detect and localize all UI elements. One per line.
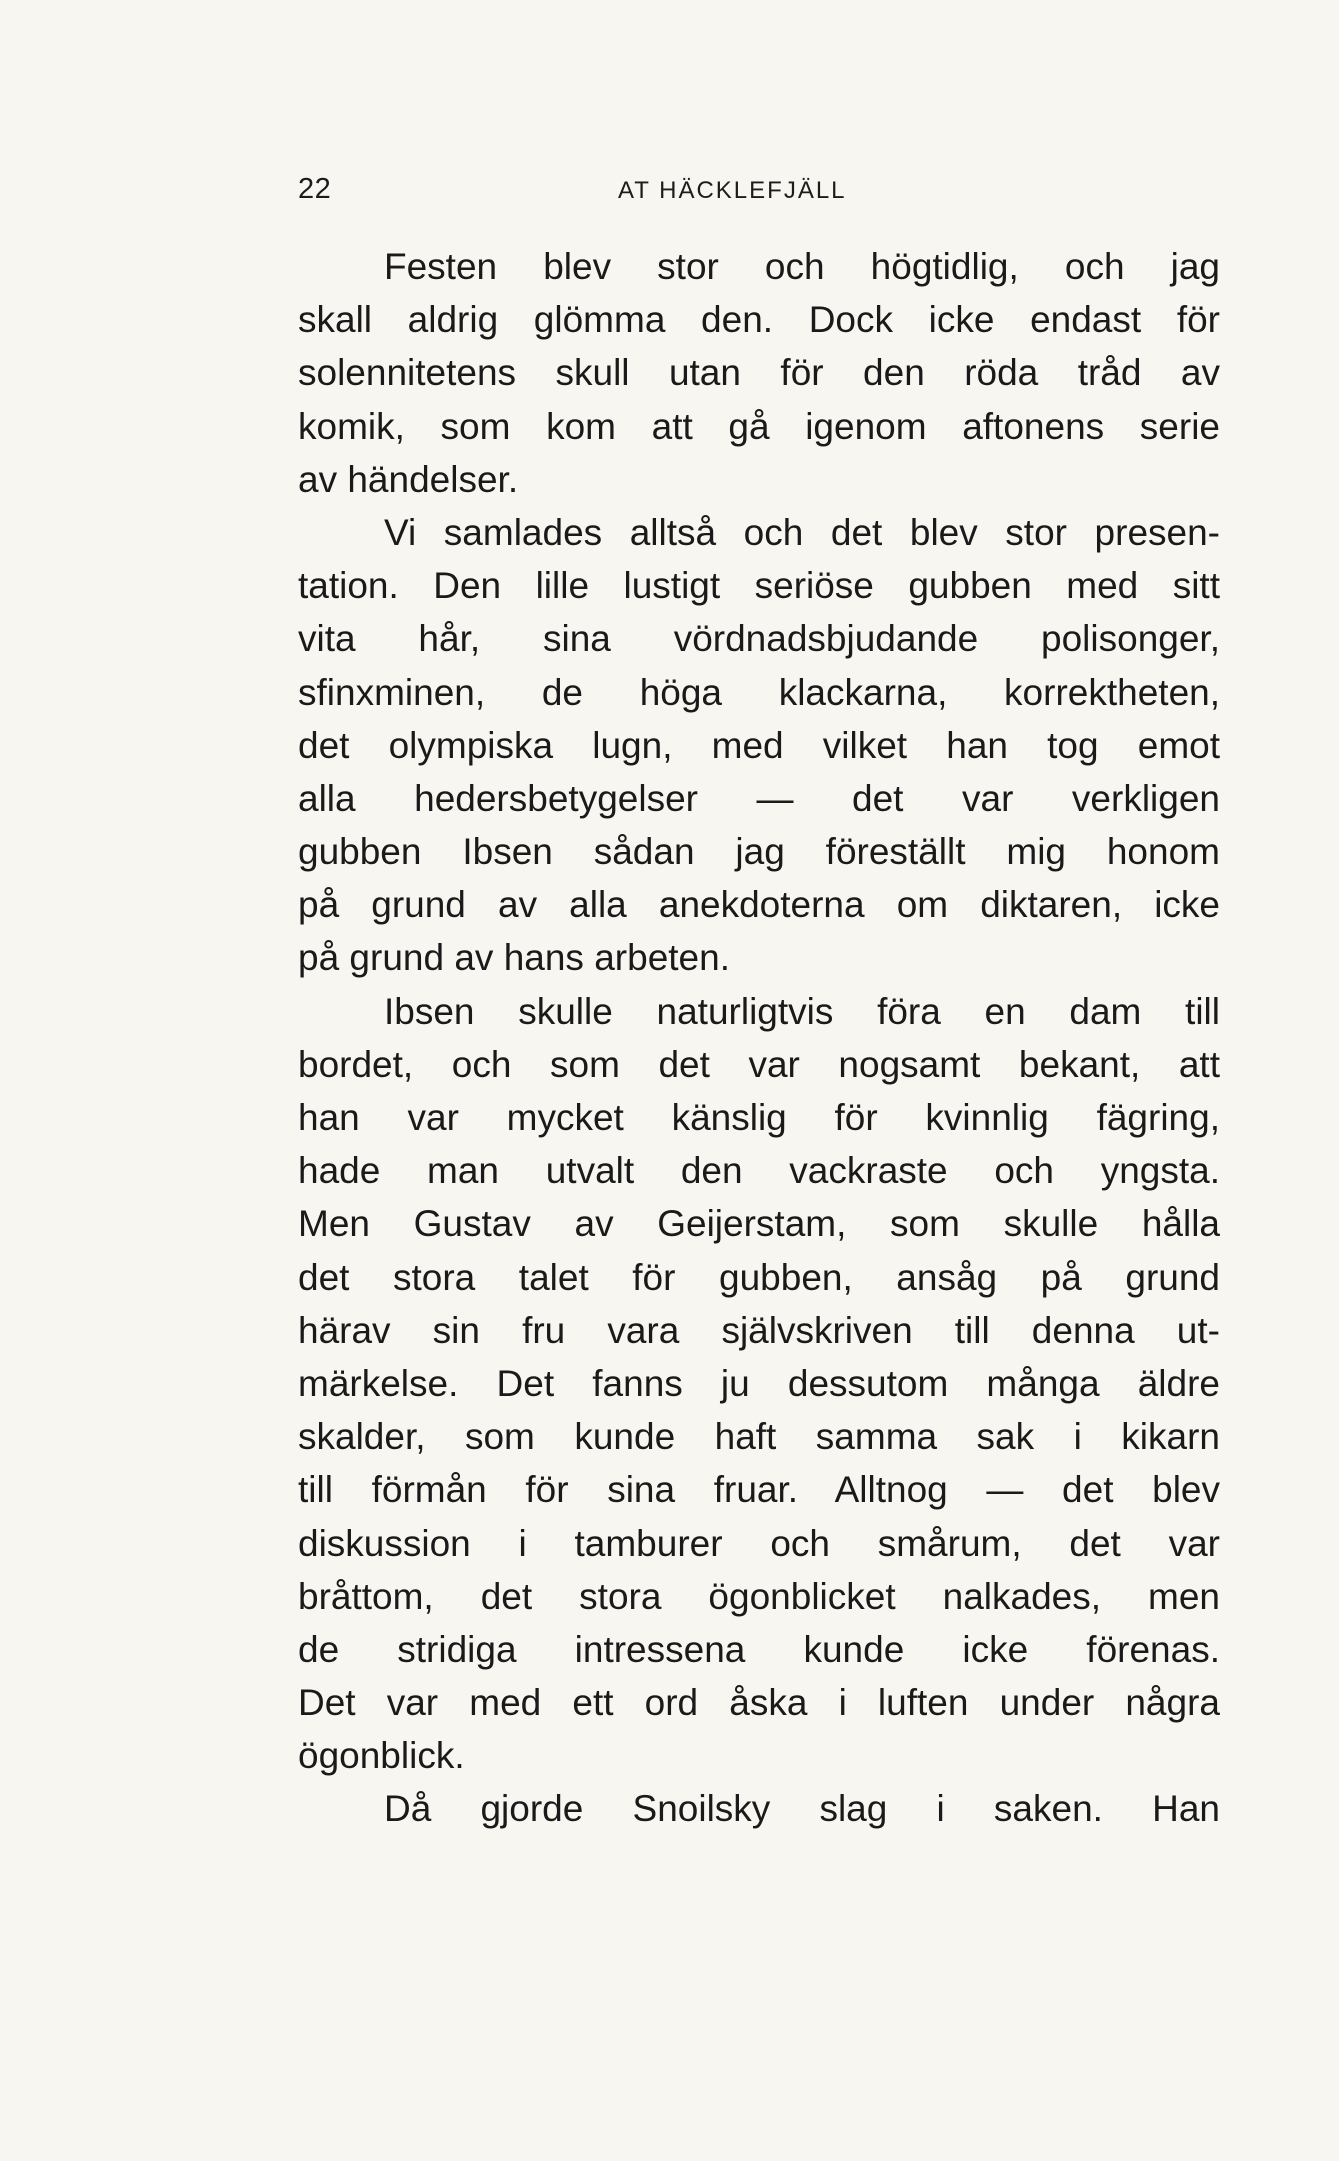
text-line: bordet, och som det var nogsamt bekant, att: [298, 1043, 1220, 1085]
text-line: härav sin fru vara självskriven till denna ut-: [298, 1309, 1220, 1351]
text-line: av händelser.: [298, 458, 519, 500]
text-line: till förmån för sina fruar. Alltnog — det blev: [298, 1469, 1220, 1511]
running-head: AT HÄCKLEFJÄLL: [618, 177, 847, 204]
text-line: solennitetens skull utan för den röda tråd av: [298, 352, 1220, 394]
text-line: Vi samlades alltså och det blev stor presen-: [384, 511, 1220, 553]
text-line: Det var med ett ord åska i luften under några: [298, 1682, 1220, 1724]
text-line: tation. Den lille lustigt seriöse gubben med sitt: [298, 565, 1220, 607]
text-line: Då gjorde Snoilsky slag i saken. Han: [384, 1788, 1220, 1830]
text-line: hade man utvalt den vackraste och yngsta.: [298, 1150, 1220, 1192]
text-line: bråttom, det stora ögonblicket nalkades, men: [298, 1575, 1220, 1617]
text-line: gubben Ibsen sådan jag föreställt mig honom: [298, 831, 1220, 873]
text-line: på grund av alla anekdoterna om diktaren, icke: [298, 884, 1220, 926]
text-line: ögonblick.: [298, 1735, 465, 1777]
text-line: Festen blev stor och högtidlig, och jag: [384, 246, 1220, 287]
page-number: 22: [298, 173, 332, 205]
text-line: det olympiska lugn, med vilket han tog emot: [298, 724, 1220, 766]
body-text: [298, 240, 1220, 1836]
text-line: komik, som kom att gå igenom aftonens serie: [298, 405, 1220, 447]
text-line: skalder, som kunde haft samma sak i kikarn: [298, 1416, 1220, 1458]
text-line: de stridiga intressena kunde icke förenas.: [298, 1628, 1220, 1670]
text-line: på grund av hans arbeten.: [298, 937, 730, 979]
text-line: han var mycket känslig för kvinnlig fägring,: [298, 1097, 1220, 1138]
page-header: [298, 173, 1210, 213]
text-line: Ibsen skulle naturligtvis föra en dam till: [384, 990, 1220, 1032]
text-line: märkelse. Det fanns ju dessutom många äldre: [298, 1362, 1220, 1404]
text-line: det stora talet för gubben, ansåg på grund: [298, 1256, 1220, 1298]
text-line: Men Gustav av Geijerstam, som skulle hålla: [298, 1203, 1220, 1245]
text-line: vita hår, sina vördnadsbjudande polisonger,: [298, 618, 1220, 660]
text-line: diskussion i tamburer och smårum, det var: [298, 1522, 1220, 1564]
text-line: skall aldrig glömma den. Dock icke endast för: [298, 299, 1220, 341]
text-line: sfinxminen, de höga klackarna, korrektheten,: [298, 671, 1220, 713]
text-line: alla hedersbetygelser — det var verkligen: [298, 777, 1220, 819]
